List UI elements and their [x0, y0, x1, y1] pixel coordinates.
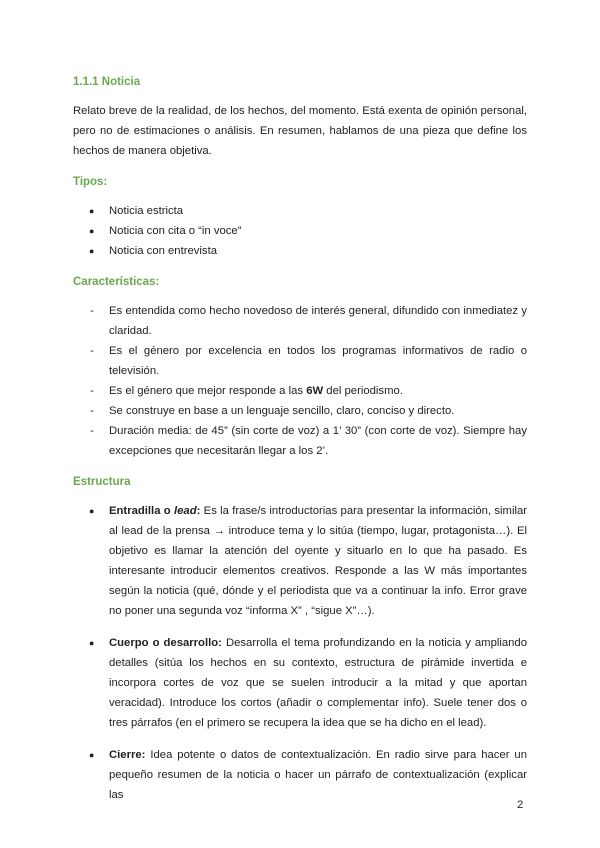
list-item-text: Es entendida como hecho novedoso de interés general, difundido con inmediatez y claridad.	[109, 305, 527, 337]
list-item-text: Noticia con entrevista	[109, 245, 217, 257]
page-number: 2	[517, 799, 524, 811]
term-label: Cierre:	[109, 749, 146, 761]
list-item-text: Es el género por excelencia en todos los programas informativos de radio o televisión.	[109, 345, 527, 377]
list-item	[73, 241, 527, 261]
bullet-icon: ●	[89, 246, 95, 256]
term-label: Cuerpo o desarrollo:	[109, 637, 222, 649]
list-item-text: Desarrolla el tema profundizando en la noticia y ampliando detalles (sitúa los hechos en su contexto, estructura de pirámide invertida e incorpora cortes de voz que se suelen introducir a la mitad y que aportan veracidad). Introduce los cortos (añadir o complementar info). Suele tener dos o tres párrafos (en el primero se recupera la idea que se ha dicho en el lead).	[109, 637, 528, 729]
list-item-bold: 6W	[306, 385, 324, 397]
bullet-icon: ●	[89, 226, 95, 236]
page-content	[73, 70, 527, 805]
list-item	[73, 221, 527, 241]
list-item	[73, 201, 527, 221]
list-item-text: Noticia con cita o “in voce”	[109, 225, 242, 237]
estructura-list	[73, 501, 527, 805]
dash-marker: -	[90, 425, 94, 437]
tipos-heading: Tipos:	[73, 176, 108, 188]
list-item	[73, 401, 527, 421]
caracteristicas-heading: Características:	[73, 276, 160, 288]
bullet-icon: ●	[89, 638, 95, 648]
dash-marker: -	[90, 345, 94, 357]
list-item-text: Es la frase/s introductorias para presentar la información, similar al lead de la prensa → introduce tema y lo sitúa (tiempo, lugar, protagonista…). El objetivo es llamar la atención del oyente y situarlo en lo que ha pasado. Es interesante introducir elementos creativos. Responde a las W más importantes según la noticia (qué, dónde y el periodista que va a continuar la info. Error grave no poner una segunda voz “informa X” , “sigue X”…).	[109, 505, 528, 617]
list-item-text: Se construye en base a un lenguaje sencillo, claro, conciso y directo.	[109, 405, 455, 417]
intro-paragraph: Relato breve de la realidad, de los hechos, del momento. Está exenta de opinión personal, pero no de estimaciones o análisis. En resumen, hablamos de una pieza que define los hechos de manera objetiva.	[73, 105, 527, 157]
list-item-text-pre: Es el género que mejor responde a las	[109, 385, 307, 397]
caracteristicas-list	[73, 301, 527, 461]
list-item	[73, 381, 527, 401]
list-item-text-post: del periodismo.	[323, 385, 403, 397]
term-label-colon: :	[196, 505, 201, 517]
section-heading: 1.1.1 Noticia	[73, 76, 141, 88]
bullet-icon: ●	[89, 750, 95, 760]
list-item-text: Duración media: de 45” (sin corte de voz) a 1’ 30” (con corte de voz). Siempre hay excepciones que necesitarán llegar a los 2’.	[109, 425, 527, 457]
dash-marker: -	[90, 305, 94, 317]
list-item	[73, 421, 527, 461]
list-item-text: Noticia estricta	[109, 205, 184, 217]
tipos-list	[73, 201, 527, 261]
list-item-text: Idea potente o datos de contextualización. En radio sirve para hacer un pequeño resumen de la noticia o hacer un párrafo de contextualización (explicar las	[109, 749, 527, 801]
list-item	[73, 341, 527, 381]
bullet-icon: ●	[89, 206, 95, 216]
list-item	[73, 501, 527, 621]
list-item	[73, 301, 527, 341]
term-label-italic: lead	[173, 505, 197, 517]
term-label: Entradilla o	[109, 505, 174, 517]
dash-marker: -	[90, 405, 94, 417]
list-item	[73, 745, 527, 805]
bullet-icon: ●	[89, 506, 95, 516]
estructura-heading: Estructura	[73, 476, 131, 488]
list-item	[73, 633, 527, 733]
dash-marker: -	[90, 385, 94, 397]
